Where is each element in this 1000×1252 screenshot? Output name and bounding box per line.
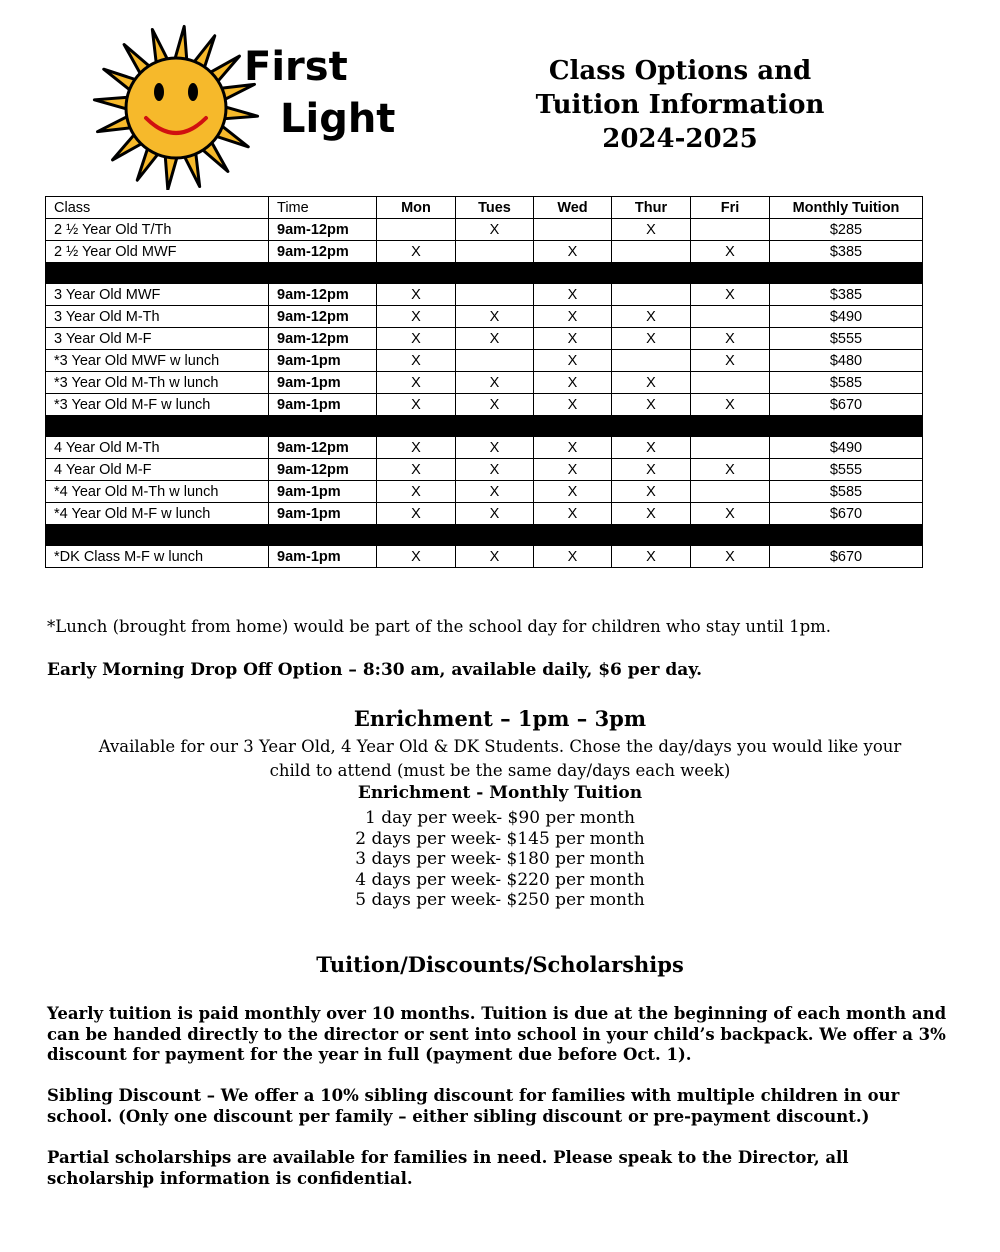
tuition-cell: $285 <box>770 219 923 241</box>
time-cell: 9am-1pm <box>269 546 377 568</box>
page-title <box>520 54 840 156</box>
class-cell: *4 Year Old M-F w lunch <box>46 503 269 525</box>
mon-cell: X <box>377 328 456 350</box>
class-cell: 4 Year Old M-F <box>46 459 269 481</box>
tues-cell: X <box>456 219 534 241</box>
fri-cell: X <box>691 503 770 525</box>
fri-cell <box>691 219 770 241</box>
enrichment-subheading: Enrichment - Monthly Tuition <box>357 783 643 803</box>
table-row <box>46 503 923 525</box>
thur-cell: X <box>612 481 691 503</box>
table-row <box>46 437 923 459</box>
mon-cell: X <box>377 241 456 263</box>
wed-cell: X <box>534 503 612 525</box>
tues-cell: X <box>456 372 534 394</box>
header-class: Class <box>46 197 269 219</box>
early-drop-off-note: Early Morning Drop Off Option – 8:30 am, available daily, $6 per day. <box>47 660 703 680</box>
list-item: 4 days per week- $220 per month <box>355 869 645 890</box>
tuition-cell: $480 <box>770 350 923 372</box>
tuition-cell: $670 <box>770 503 923 525</box>
class-cell: 4 Year Old M-Th <box>46 437 269 459</box>
fri-cell: X <box>691 350 770 372</box>
time-cell: 9am-1pm <box>269 350 377 372</box>
tuition-cell: $670 <box>770 546 923 568</box>
table-separator <box>46 263 923 284</box>
time-cell: 9am-12pm <box>269 306 377 328</box>
list-item: 3 days per week- $180 per month <box>355 849 645 869</box>
fri-cell <box>691 372 770 394</box>
class-cell: 2 ½ Year Old MWF <box>46 241 269 263</box>
enrichment-description-line-2: child to attend (must be the same day/days each week) <box>269 761 731 780</box>
time-cell: 9am-12pm <box>269 241 377 263</box>
sibling-discount-paragraph: Sibling Discount – We offer a 10% sibling discount for families with multiple children in our school. (Only one discount per family – either sibling discount or pre-payment discount.) <box>47 1086 900 1126</box>
thur-cell: X <box>612 306 691 328</box>
thur-cell: X <box>612 394 691 416</box>
tues-cell: X <box>456 328 534 350</box>
header-fri: Fri <box>691 197 770 219</box>
table-row <box>46 372 923 394</box>
mon-cell: X <box>377 503 456 525</box>
tues-cell <box>456 350 534 372</box>
smiling-sun-icon <box>86 20 396 190</box>
title-line-1: Class Options and <box>548 56 812 86</box>
table-row <box>46 459 923 481</box>
mon-cell <box>377 219 456 241</box>
fri-cell: X <box>691 241 770 263</box>
time-cell: 9am-1pm <box>269 372 377 394</box>
enrichment-options-list <box>0 808 1000 911</box>
time-cell: 9am-1pm <box>269 503 377 525</box>
wed-cell: X <box>534 437 612 459</box>
class-cell: 3 Year Old M-F <box>46 328 269 350</box>
table-row <box>46 546 923 568</box>
wed-cell: X <box>534 241 612 263</box>
enrichment-description-line-1: Available for our 3 Year Old, 4 Year Old & DK Students. Chose the day/days you would like your <box>98 737 902 756</box>
fri-cell <box>691 437 770 459</box>
time-cell: 9am-12pm <box>269 284 377 306</box>
table-row <box>46 328 923 350</box>
discounts-heading: Tuition/Discounts/Scholarships <box>316 952 684 977</box>
time-cell: 9am-12pm <box>269 459 377 481</box>
mon-cell: X <box>377 481 456 503</box>
mon-cell: X <box>377 394 456 416</box>
class-cell: 2 ½ Year Old T/Th <box>46 219 269 241</box>
tues-cell <box>456 241 534 263</box>
table-row <box>46 284 923 306</box>
title-line-2: Tuition Information <box>535 90 825 120</box>
fri-cell: X <box>691 394 770 416</box>
fri-cell: X <box>691 284 770 306</box>
header-wed: Wed <box>534 197 612 219</box>
table-row <box>46 394 923 416</box>
tuition-cell: $385 <box>770 284 923 306</box>
wed-cell: X <box>534 546 612 568</box>
table-row <box>46 219 923 241</box>
thur-cell <box>612 241 691 263</box>
scholarship-paragraph: Partial scholarships are available for families in need. Please speak to the Director, all scholarship information is confidential. <box>47 1148 849 1188</box>
separator-bar <box>46 525 923 546</box>
tuition-cell: $385 <box>770 241 923 263</box>
table-separator <box>46 525 923 546</box>
tues-cell: X <box>456 503 534 525</box>
lunch-note: *Lunch (brought from home) would be part of the school day for children who stay until 1pm. <box>47 617 832 636</box>
mon-cell: X <box>377 284 456 306</box>
logo-text-line1: First <box>244 44 348 90</box>
class-cell: *4 Year Old M-Th w lunch <box>46 481 269 503</box>
thur-cell: X <box>612 437 691 459</box>
mon-cell: X <box>377 372 456 394</box>
class-cell: 3 Year Old M-Th <box>46 306 269 328</box>
tuition-cell: $585 <box>770 481 923 503</box>
class-cell: 3 Year Old MWF <box>46 284 269 306</box>
tuition-payment-paragraph: Yearly tuition is paid monthly over 10 months. Tuition is due at the beginning of each month and can be handed directly to the director or sent into school in your child’s backpack. We offer a 3% discount for payment for the year in full (payment due before Oct. 1). <box>47 1004 947 1064</box>
thur-cell: X <box>612 503 691 525</box>
class-cell: *3 Year Old MWF w lunch <box>46 350 269 372</box>
wed-cell: X <box>534 284 612 306</box>
header-tues: Tues <box>456 197 534 219</box>
class-cell: *3 Year Old M-F w lunch <box>46 394 269 416</box>
fri-cell: X <box>691 546 770 568</box>
fri-cell: X <box>691 328 770 350</box>
wed-cell <box>534 219 612 241</box>
class-cell: *3 Year Old M-Th w lunch <box>46 372 269 394</box>
separator-bar <box>46 416 923 437</box>
wed-cell: X <box>534 459 612 481</box>
mon-cell: X <box>377 437 456 459</box>
tues-cell: X <box>456 481 534 503</box>
wed-cell: X <box>534 350 612 372</box>
header-mon: Mon <box>377 197 456 219</box>
time-cell: 9am-12pm <box>269 437 377 459</box>
tuition-cell: $555 <box>770 459 923 481</box>
time-cell: 9am-12pm <box>269 328 377 350</box>
tuition-cell: $490 <box>770 306 923 328</box>
enrichment-heading: Enrichment – 1pm – 3pm <box>353 706 647 731</box>
header-monthly-tuition: Monthly Tuition <box>770 197 923 219</box>
table-row <box>46 481 923 503</box>
mon-cell: X <box>377 459 456 481</box>
wed-cell: X <box>534 394 612 416</box>
list-item: 2 days per week- $145 per month <box>355 828 645 849</box>
table-row <box>46 350 923 372</box>
tues-cell: X <box>456 394 534 416</box>
header-time: Time <box>269 197 377 219</box>
tuition-cell: $670 <box>770 394 923 416</box>
table-separator <box>46 416 923 437</box>
header-thur: Thur <box>612 197 691 219</box>
tuition-cell: $555 <box>770 328 923 350</box>
thur-cell: X <box>612 459 691 481</box>
table-row <box>46 241 923 263</box>
tues-cell: X <box>456 306 534 328</box>
tues-cell: X <box>456 437 534 459</box>
wed-cell: X <box>534 306 612 328</box>
wed-cell: X <box>534 372 612 394</box>
mon-cell: X <box>377 306 456 328</box>
school-logo <box>86 20 396 190</box>
thur-cell: X <box>612 328 691 350</box>
time-cell: 9am-12pm <box>269 219 377 241</box>
class-options-table <box>45 196 923 568</box>
thur-cell: X <box>612 219 691 241</box>
enrichment-description <box>47 735 953 783</box>
list-item: 1 day per week- $90 per month <box>365 808 635 828</box>
thur-cell: X <box>612 546 691 568</box>
tuition-cell: $490 <box>770 437 923 459</box>
table-header-row <box>46 197 923 219</box>
thur-cell <box>612 350 691 372</box>
fri-cell <box>691 481 770 503</box>
fri-cell <box>691 306 770 328</box>
class-cell: *DK Class M-F w lunch <box>46 546 269 568</box>
separator-bar <box>46 263 923 284</box>
mon-cell: X <box>377 350 456 372</box>
time-cell: 9am-1pm <box>269 394 377 416</box>
table-row <box>46 306 923 328</box>
thur-cell <box>612 284 691 306</box>
wed-cell: X <box>534 481 612 503</box>
tues-cell: X <box>456 459 534 481</box>
mon-cell: X <box>377 546 456 568</box>
thur-cell: X <box>612 372 691 394</box>
tuition-cell: $585 <box>770 372 923 394</box>
list-item: 5 days per week- $250 per month <box>355 890 645 910</box>
fri-cell: X <box>691 459 770 481</box>
logo-text-line2: Light <box>280 96 396 142</box>
tues-cell: X <box>456 546 534 568</box>
title-line-3: 2024-2025 <box>602 124 758 154</box>
time-cell: 9am-1pm <box>269 481 377 503</box>
tues-cell <box>456 284 534 306</box>
wed-cell: X <box>534 328 612 350</box>
